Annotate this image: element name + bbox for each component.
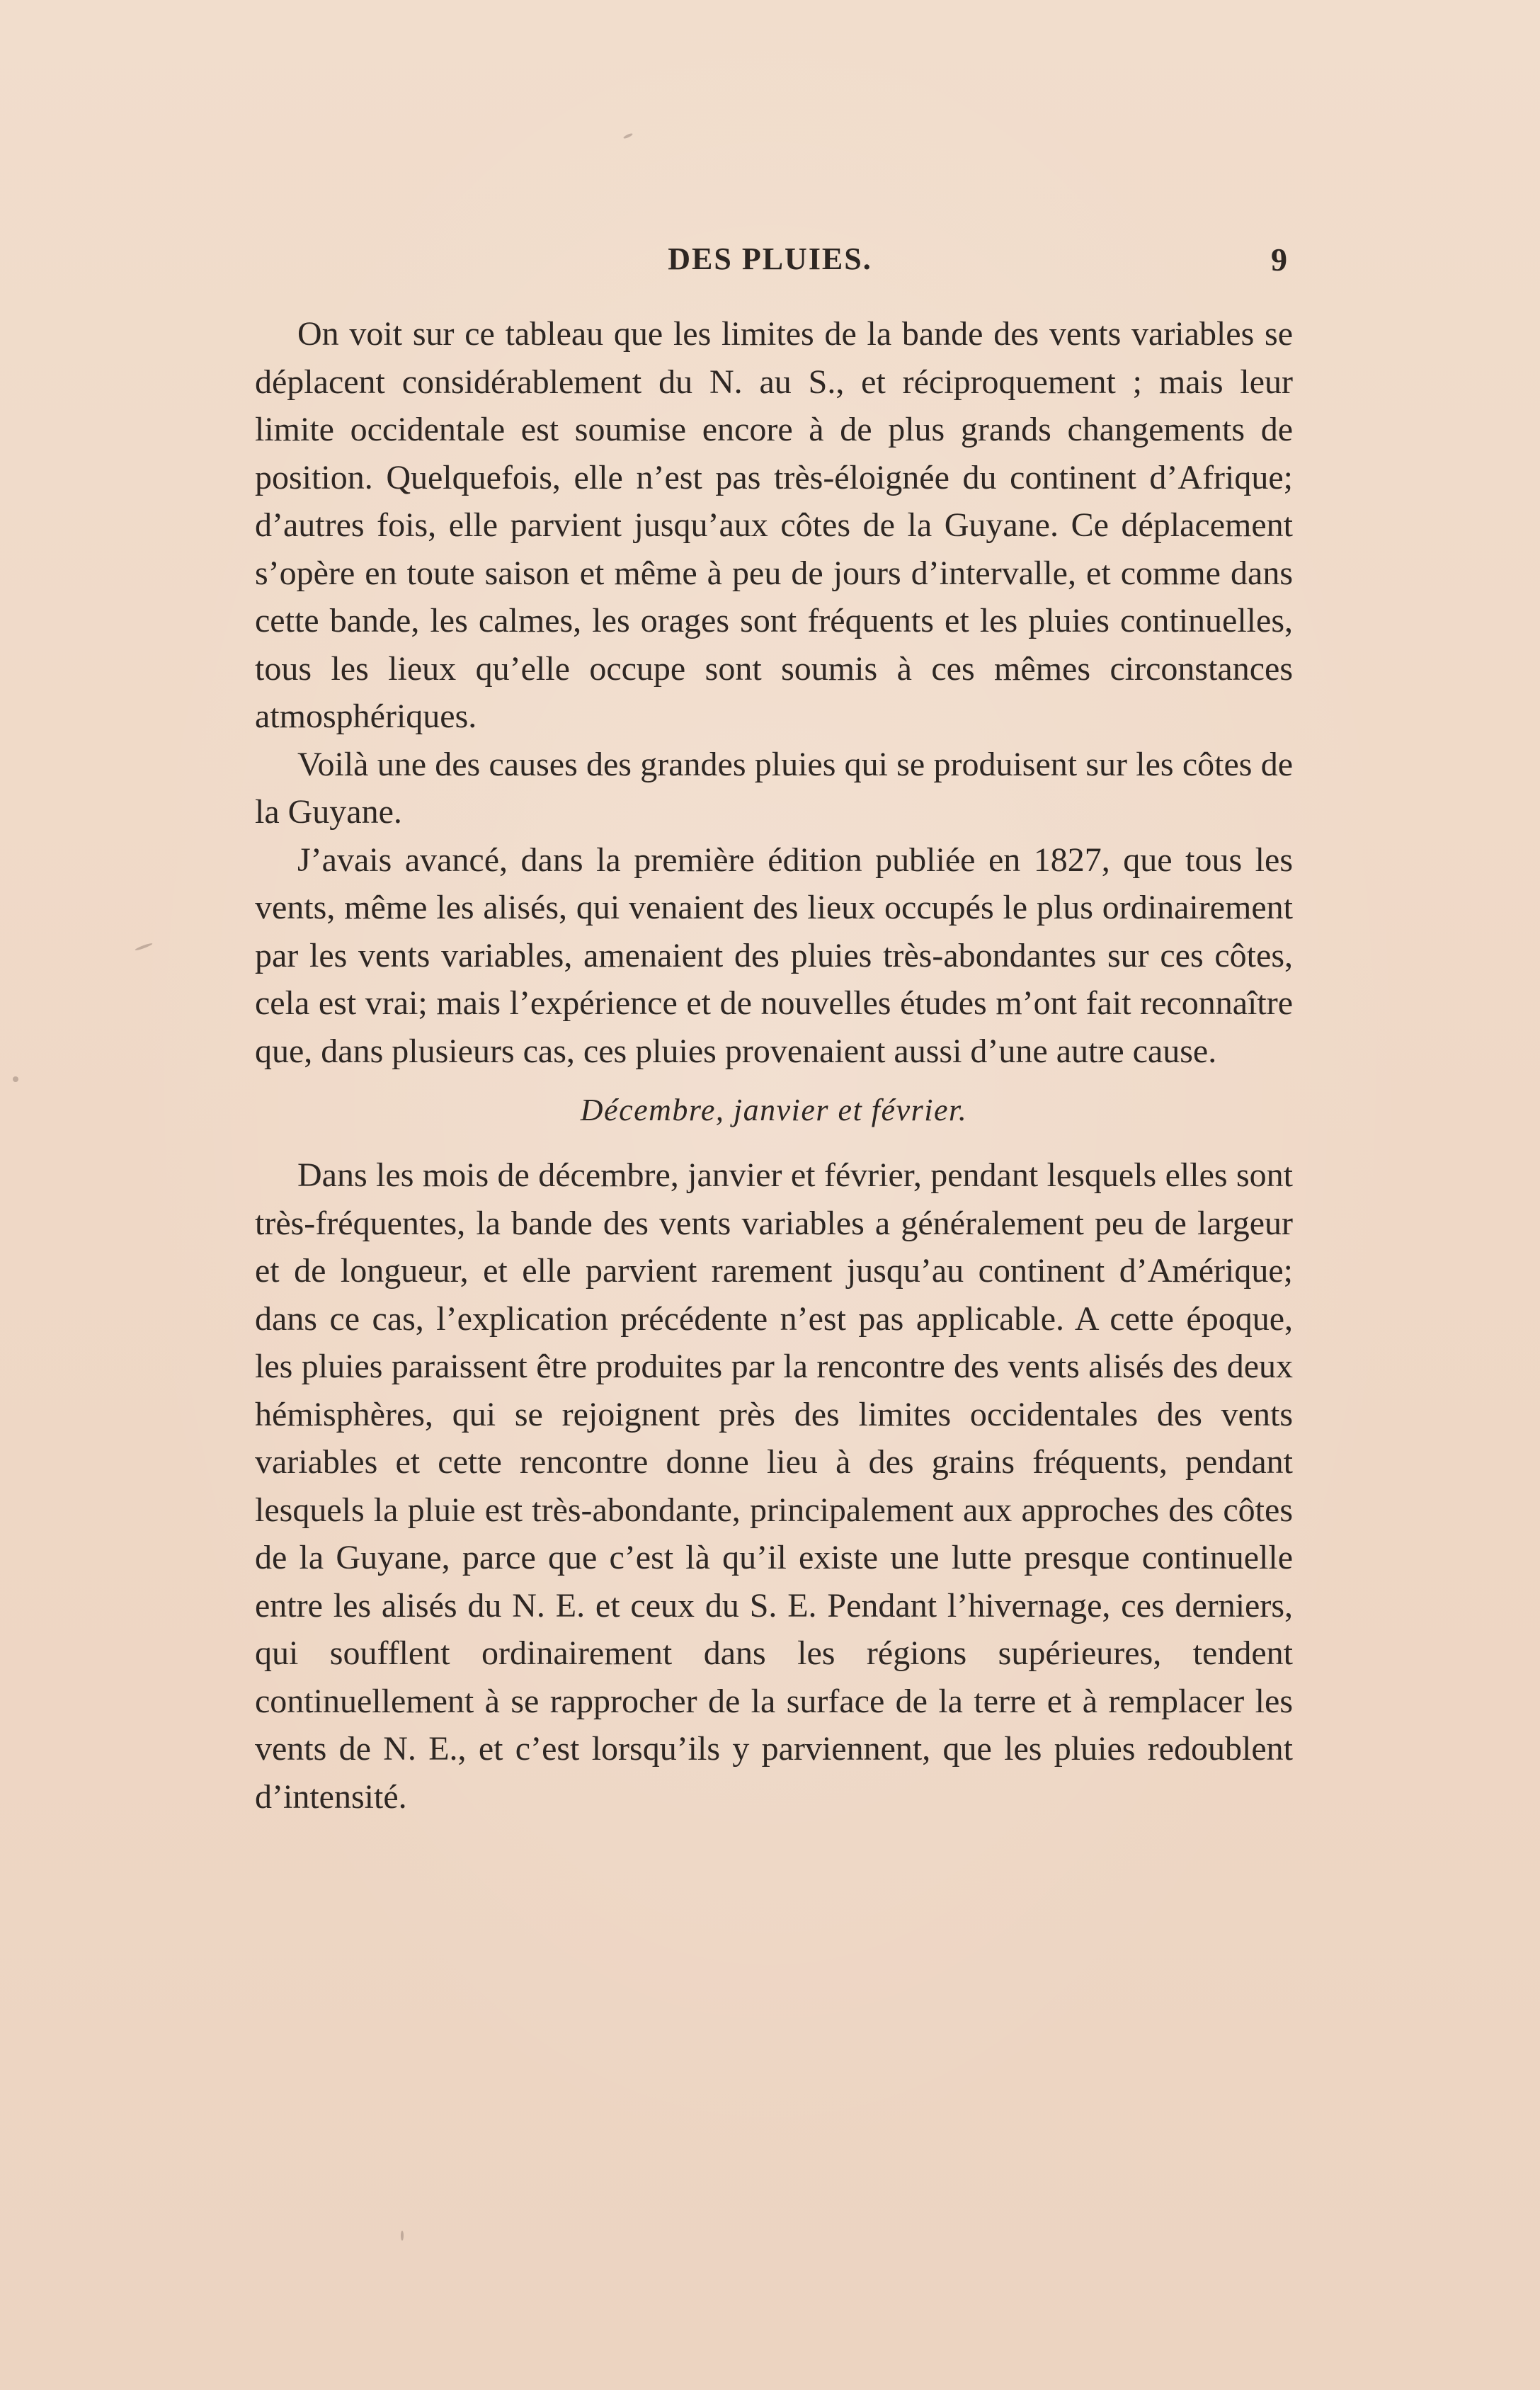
paragraph: On voit sur ce tableau que les limites de la bande des vents variables se déplacent considérablement du N. au S., et réciproquement ; mais leur limite occidentale est soumise encore à de plus grands changements de position. Quelquefois, elle n’est pas très-éloignée du continent d’Afrique; d’autres fois, elle parvient jusqu’aux côtes de la Guyane. Ce déplacement s’opère en toute saison et même à peu de jours d’intervalle, et comme dans cette bande, les calmes, les orages sont fréquents et les pluies continuelles, tous les lieux qu’elle occupe sont soumis à ces mêmes circonstances atmosphériques.	[255, 315, 1293, 735]
running-title: DES PLUIES.	[668, 241, 872, 276]
paper-speck	[135, 943, 153, 952]
paragraph: Dans les mois de décembre, janvier et février, pendant lesquels elles sont très-fréquentes, la bande des vents variables a généralement peu de largeur et de longueur, et elle parvient rarement jusqu’au continent d’Amérique; dans ce cas, l’explication précédente n’est pas applicable. A cette époque, les pluies paraissent être produites par la rencontre des vents alisés des deux hémisphères, qui se rejoignent près des limites occidentales des vents variables et cette rencontre donne lieu à des grains fréquents, pendant lesquels la pluie est très-abondante, principalement aux approches des côtes de la Guyane, parce que c’est là qu’il existe une lutte presque continuelle entre les alisés du N. E. et ceux du S. E. Pendant l’hivernage, ces derniers, qui soufflent ordinairement dans les régions supérieures, tendent continuellement à se rapprocher de la surface de la terre et à remplacer les vents de N. E., et c’est lorsqu’ils y parviennent, que les pluies redoublent d’intensité.	[255, 1156, 1293, 1816]
body-text	[255, 310, 1293, 1821]
page-header	[0, 241, 1540, 283]
heading-spacer	[255, 1144, 1293, 1151]
paragraph: J’avais avancé, dans la première édition publiée en 1827, que tous les vents, même les alisés, qui venaient des lieux occupés le plus ordinairement par les vents variables, amenaient des pluies très-abondantes sur ces côtes, cela est vrai; mais l’expérience et de nouvelles études m’ont fait reconnaître que, dans plusieurs cas, ces pluies provenaient aussi d’une autre cause.	[255, 841, 1293, 1070]
paper-speck	[623, 132, 633, 140]
paper-speck	[401, 2231, 404, 2241]
paper-speck	[13, 1076, 18, 1082]
paragraph: Voilà une des causes des grandes pluies qui se produisent sur les côtes de la Guyane.	[255, 745, 1293, 831]
section-heading: Décembre, janvier et février.	[580, 1093, 968, 1127]
page-number: 9	[1271, 241, 1287, 278]
